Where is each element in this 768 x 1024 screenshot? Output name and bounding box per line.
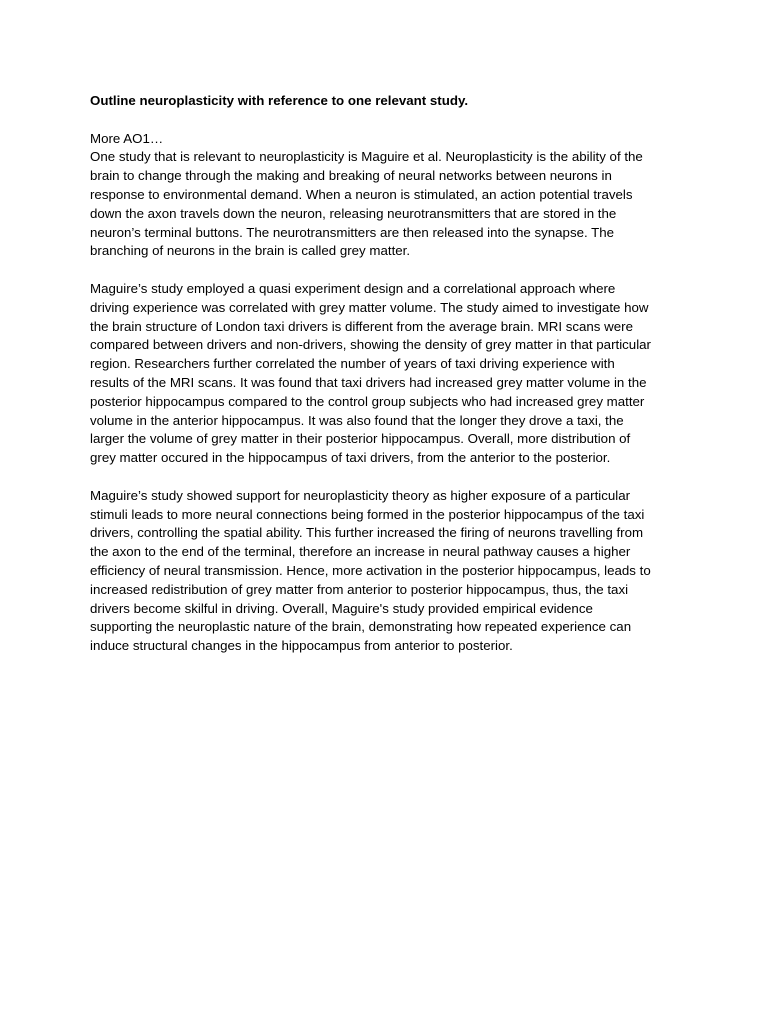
paragraph-line: down the axon travels down the neuron, releasing neurotransmitters that are stored in the [90,205,617,221]
paragraph-line: branching of neurons in the brain is called grey matter. [90,243,411,259]
title-spacer [90,111,690,130]
paragraph-line: drivers become skilful in driving. Overall, Maguire's study provided empirical evidence [90,600,593,616]
paragraph-line: response to environmental demand. When a neuron is stimulated, an action potential travels [90,186,633,202]
document-page [90,92,690,656]
paragraph-line: Maguire’s study showed support for neuroplasticity theory as higher exposure of a particular [90,487,631,503]
paragraph-line: the axon to the end of the terminal, therefore an increase in neural pathway causes a higher [90,544,631,560]
paragraph-line: volume in the anterior hippocampus. It was also found that the longer they drove a taxi, the [90,412,624,428]
paragraph-line: efficiency of neural transmission. Hence, more activation in the posterior hippocampus, leads to [90,562,651,578]
paragraph-line: brain to change through the making and breaking of neural networks between neurons in [90,168,612,184]
paragraph-spacer [90,261,690,280]
paragraph-line: stimuli leads to more neural connections being formed in the posterior hippocampus of the taxi [90,506,645,522]
paragraph-line: One study that is relevant to neuroplasticity is Maguire et al. Neuroplasticity is the ability of the [90,149,643,165]
paragraph-line: Maguire’s study employed a quasi experiment design and a correlational approach where [90,280,616,296]
paragraph-line: induce structural changes in the hippocampus from anterior to posterior. [90,638,513,654]
paragraph-line: neuron’s terminal buttons. The neurotransmitters are then released into the synapse. The [90,224,615,240]
paragraph-line: posterior hippocampus compared to the control group subjects who had increased grey matter [90,393,645,409]
document-subheading: More AO1… [90,130,164,146]
paragraph-line: grey matter occured in the hippocampus of taxi drivers, from the anterior to the posterior. [90,450,611,466]
paragraph-line: supporting the neuroplastic nature of the brain, demonstrating how repeated experience can [90,619,632,635]
paragraph-spacer [90,468,690,487]
paragraph-line: the brain structure of London taxi drivers is different from the average brain. MRI scans were [90,318,633,334]
document-title: Outline neuroplasticity with reference to one relevant study. [90,93,469,108]
paragraph-line: larger the volume of grey matter in their posterior hippocampus. Overall, more distribution of [90,431,631,447]
paragraph-line: drivers, controlling the spatial ability. This further increased the firing of neurons travelling from [90,525,644,541]
paragraph-line: driving experience was correlated with grey matter volume. The study aimed to investigate how [90,299,649,315]
paragraph-line: compared between drivers and non-drivers, showing the density of grey matter in that particular [90,337,651,353]
paragraph-line: increased redistribution of grey matter from anterior to posterior hippocampus, thus, the taxi [90,581,629,597]
paragraph-line: results of the MRI scans. It was found that taxi drivers had increased grey matter volume in the [90,374,647,390]
paragraph-1 [90,148,690,261]
paragraph-line: region. Researchers further correlated the number of years of taxi driving experience with [90,356,615,372]
paragraph-3 [90,487,690,656]
paragraph-2 [90,280,690,468]
